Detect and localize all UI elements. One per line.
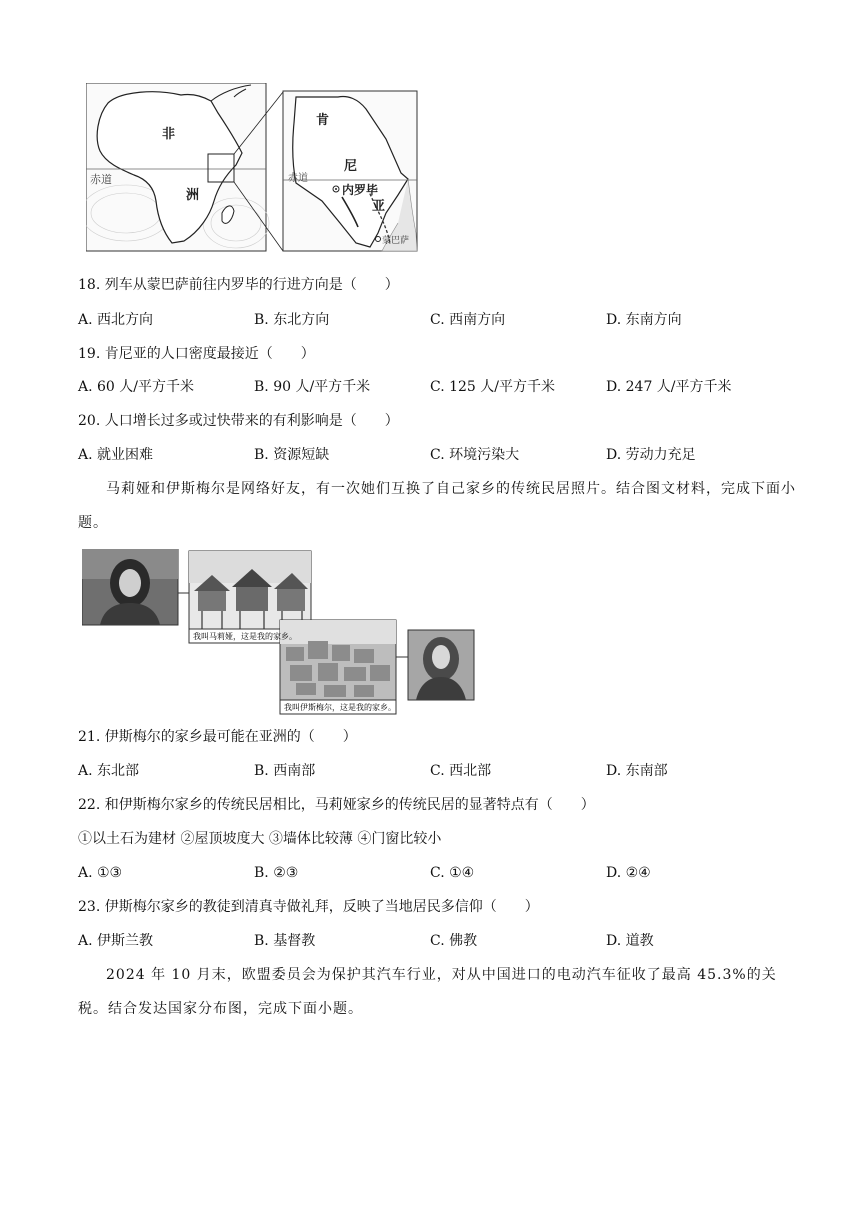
question-22-option-a[interactable]: A. ①③ [78, 865, 123, 881]
question-20-option-d[interactable]: D. 劳动力充足 [606, 447, 696, 463]
question-19-option-a[interactable]: A. 60 人/平方千米 [78, 379, 194, 395]
question-21-option-c[interactable]: C. 西北部 [430, 763, 492, 779]
question-19-stem: 19. 肯尼亚的人口密度最接近（ ） [78, 346, 315, 362]
photo-caption-maria: 我叫马莉娅，这是我的家乡。 [193, 632, 297, 641]
question-20-option-a[interactable]: A. 就业困难 [78, 447, 154, 463]
question-21-option-b[interactable]: B. 西南部 [254, 763, 316, 779]
map-label-kenya-3: 亚 [372, 199, 386, 214]
question-19-option-b[interactable]: B. 90 人/平方千米 [254, 379, 371, 395]
question-22-option-b[interactable]: B. ②③ [254, 865, 299, 881]
question-22-option-d[interactable]: D. ②④ [606, 865, 651, 881]
question-22-statements: ①以土石为建材 ②屋顶坡度大 ③墙体比较薄 ④门窗比较小 [78, 831, 442, 847]
question-20-option-c[interactable]: C. 环境污染大 [430, 447, 520, 463]
photo-caption-ismail: 我叫伊斯梅尔，这是我的家乡。 [284, 703, 396, 712]
question-23-option-c[interactable]: C. 佛教 [430, 933, 478, 949]
question-18-option-c[interactable]: C. 西南方向 [430, 312, 506, 328]
question-23-option-b[interactable]: B. 基督教 [254, 933, 316, 949]
question-21-stem: 21. 伊斯梅尔的家乡最可能在亚洲的（ ） [78, 729, 357, 745]
passage-eu-tariff: 2024 年 10 月末，欧盟委员会为保护其汽车行业，对从中国进口的电动汽车征收了最高 45.3%的关税。结合发达国家分布图，完成下面小题。 [78, 967, 777, 1017]
city-nairobi: 内罗毕 [342, 183, 379, 197]
passage-houses: 马莉娅和伊斯梅尔是网络好友，有一次她们互换了自己家乡的传统民居照片。结合图文材料，完成下面小题。 [78, 481, 796, 531]
question-18-option-d[interactable]: D. 东南方向 [606, 312, 682, 328]
equator-label-left: 赤道 [90, 173, 112, 186]
map-graphic [86, 83, 422, 253]
question-22-option-c[interactable]: C. ①④ [430, 865, 475, 881]
question-19-option-d[interactable]: D. 247 人/平方千米 [606, 379, 732, 395]
question-21-option-d[interactable]: D. 东南部 [606, 763, 668, 779]
question-19-option-c[interactable]: C. 125 人/平方千米 [430, 379, 556, 395]
question-18-option-a[interactable]: A. 西北方向 [78, 312, 154, 328]
question-23-stem: 23. 伊斯梅尔家乡的教徒到清真寺做礼拜，反映了当地居民多信仰（ ） [78, 899, 539, 915]
map-label-africa-1: 非 [162, 127, 176, 142]
question-21-option-a[interactable]: A. 东北部 [78, 763, 140, 779]
question-20-stem: 20. 人口增长过多或过快带来的有利影响是（ ） [78, 413, 399, 429]
africa-kenya-map-figure [86, 83, 422, 253]
map-label-kenya-2: 尼 [344, 159, 358, 174]
photo-figure [82, 549, 476, 717]
question-18-stem: 18. 列车从蒙巴萨前往内罗毕的行进方向是（ ） [78, 277, 399, 293]
question-23-option-d[interactable]: D. 道教 [606, 933, 654, 949]
question-22-stem: 22. 和伊斯梅尔家乡的传统民居相比，马莉娅家乡的传统民居的显著特点有（ ） [78, 797, 595, 813]
map-label-africa-2: 洲 [186, 188, 200, 203]
equator-label-right: 赤道 [288, 173, 308, 184]
question-20-option-b[interactable]: B. 资源短缺 [254, 447, 330, 463]
question-18-option-b[interactable]: B. 东北方向 [254, 312, 330, 328]
city-mombasa: 蒙巴萨 [382, 236, 410, 246]
question-23-option-a[interactable]: A. 伊斯兰教 [78, 933, 154, 949]
map-label-kenya-1: 肯 [316, 113, 330, 128]
